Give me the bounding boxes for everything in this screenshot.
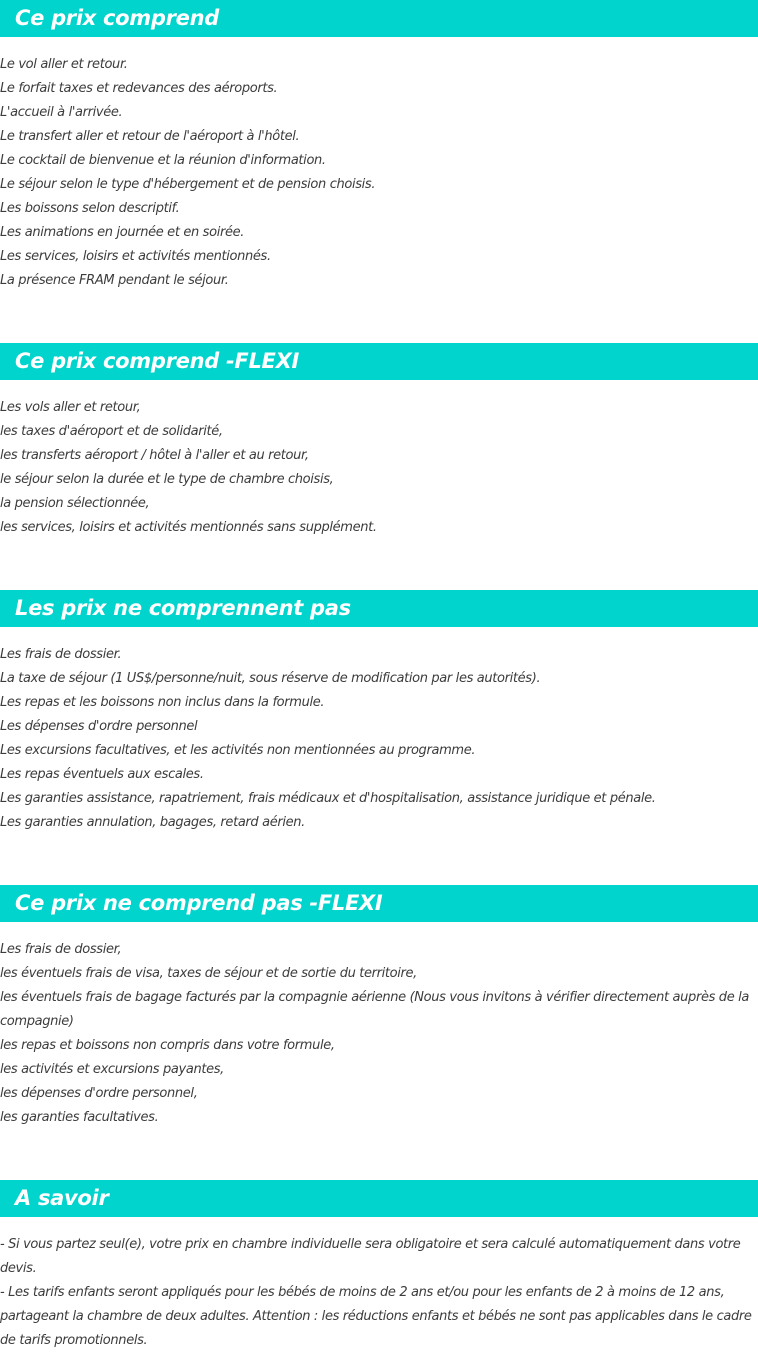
list-item: devis.: [0, 1261, 37, 1276]
list-item: Les animations en journée et en soirée.: [0, 225, 245, 240]
list-item: la pension sélectionnée,: [0, 496, 150, 511]
list-item: La taxe de séjour (1 US$/personne/nuit, sous réserve de modification par les autorités).: [0, 671, 541, 686]
list-item: les éventuels frais de bagage facturés par la compagnie aérienne (Nous vous invitons à vérifier directement auprès de la: [0, 990, 750, 1005]
section-ce-prix-comprend-flexi: [0, 343, 758, 590]
section-body: [0, 1217, 758, 1353]
list-item: Les frais de dossier.: [0, 647, 122, 662]
list-item: les éventuels frais de visa, taxes de séjour et de sortie du territoire,: [0, 966, 417, 981]
list-item: les garanties facultatives.: [0, 1110, 159, 1125]
list-item: les repas et boissons non compris dans votre formule,: [0, 1038, 335, 1053]
section-body: [0, 922, 758, 1130]
section-title: Ce prix ne comprend pas -FLEXI: [0, 885, 758, 922]
list-item: les transferts aéroport / hôtel à l'aller et au retour,: [0, 448, 309, 463]
section-title: Ce prix comprend: [0, 0, 758, 37]
list-item: Les services, loisirs et activités mentionnés.: [0, 249, 271, 264]
list-item: Les excursions facultatives, et les activités non mentionnées au programme.: [0, 743, 476, 758]
section-ce-prix-ne-comprend-pas-flexi: [0, 885, 758, 1180]
list-item: le séjour selon la durée et le type de chambre choisis,: [0, 472, 334, 487]
list-item: - Les tarifs enfants seront appliqués pour les bébés de moins de 2 ans et/ou pour les enfants de 2 à moins de 12 ans,: [0, 1285, 725, 1300]
list-item: Le séjour selon le type d'hébergement et de pension choisis.: [0, 177, 376, 192]
list-item: compagnie): [0, 1014, 74, 1029]
list-item: L'accueil à l'arrivée.: [0, 105, 123, 120]
section-title: A savoir: [0, 1180, 758, 1217]
list-item: Les repas éventuels aux escales.: [0, 767, 204, 782]
list-item: les dépenses d'ordre personnel,: [0, 1086, 198, 1101]
list-item: partageant la chambre de deux adultes. Attention : les réductions enfants et bébés ne sont pas applicables dans le cadre: [0, 1309, 752, 1324]
section-body: [0, 37, 758, 293]
list-item: Les frais de dossier,: [0, 942, 122, 957]
list-item: Les garanties assistance, rapatriement, frais médicaux et d'hospitalisation, assistance juridique et pénale.: [0, 791, 656, 806]
list-item: les activités et excursions payantes,: [0, 1062, 224, 1077]
list-item: Le vol aller et retour.: [0, 57, 128, 72]
list-item: Le forfait taxes et redevances des aéroports.: [0, 81, 278, 96]
section-title: Ce prix comprend -FLEXI: [0, 343, 758, 380]
list-item: - Si vous partez seul(e), votre prix en chambre individuelle sera obligatoire et sera calculé automatiquement dans votre: [0, 1237, 741, 1252]
list-item: Les garanties annulation, bagages, retard aérien.: [0, 815, 305, 830]
section-les-prix-ne-comprennent-pas: [0, 590, 758, 885]
section-body: [0, 627, 758, 835]
list-item: Les boissons selon descriptif.: [0, 201, 180, 216]
list-item: Le cocktail de bienvenue et la réunion d'information.: [0, 153, 326, 168]
list-item: de tarifs promotionnels.: [0, 1333, 148, 1348]
section-title: Les prix ne comprennent pas: [0, 590, 758, 627]
section-ce-prix-comprend: [0, 0, 758, 343]
list-item: Le transfert aller et retour de l'aéroport à l'hôtel.: [0, 129, 300, 144]
list-item: Les dépenses d'ordre personnel: [0, 719, 198, 734]
list-item: les taxes d'aéroport et de solidarité,: [0, 424, 223, 439]
section-body: [0, 380, 758, 540]
list-item: Les repas et les boissons non inclus dans la formule.: [0, 695, 325, 710]
list-item: Les vols aller et retour,: [0, 400, 141, 415]
list-item: les services, loisirs et activités mentionnés sans supplément.: [0, 520, 377, 535]
list-item: La présence FRAM pendant le séjour.: [0, 273, 229, 288]
section-a-savoir: [0, 1180, 758, 1353]
